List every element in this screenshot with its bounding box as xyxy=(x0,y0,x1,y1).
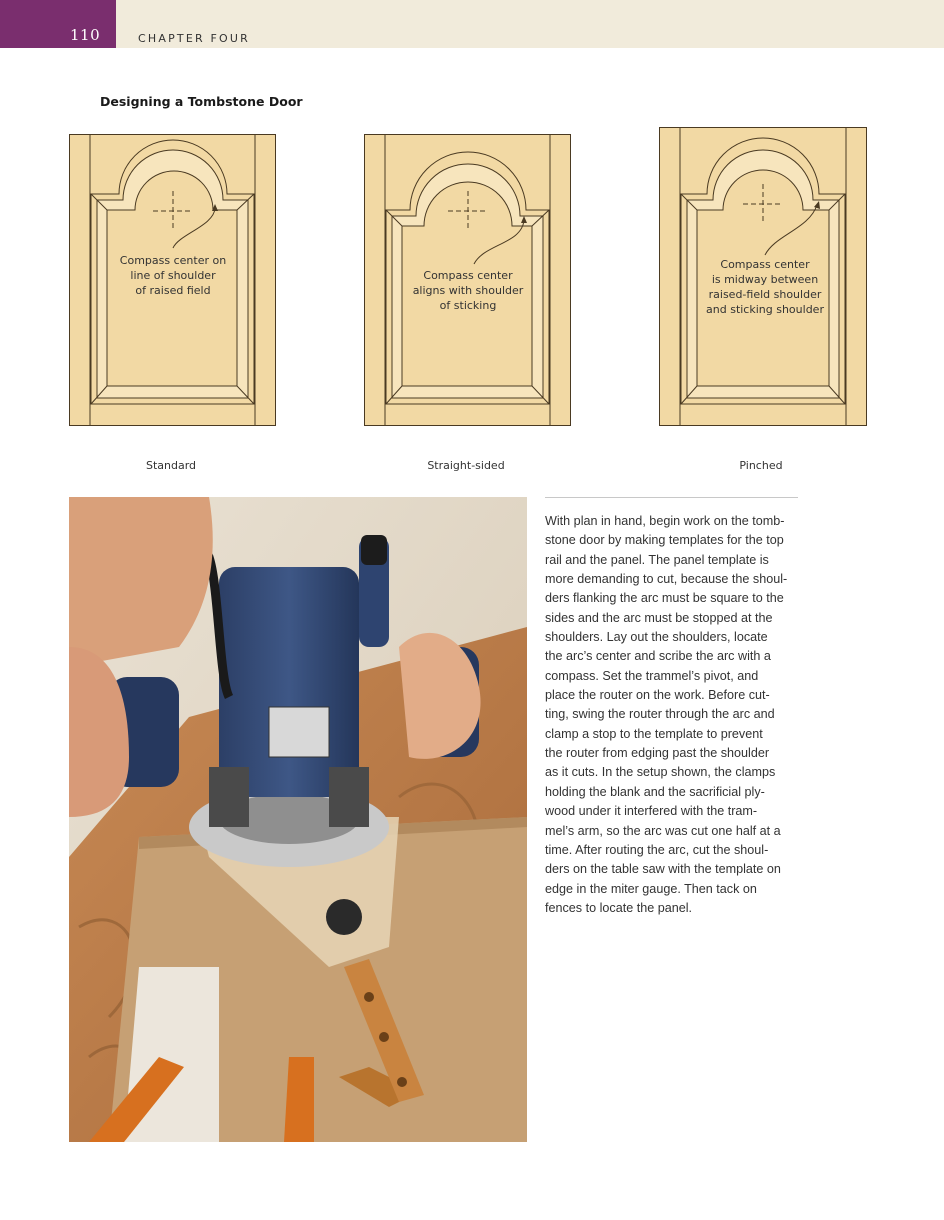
plunge-router-photo xyxy=(69,497,527,1142)
door-caption-pinched: Compass center is midway between raised-field shoulder and sticking shoulder xyxy=(706,258,824,316)
page-number: 110 xyxy=(70,26,101,44)
door-type-label-standard: Standard xyxy=(145,459,197,472)
door-caption-standard: Compass center on line of shoulder of raised field xyxy=(119,254,227,297)
text-column-rule xyxy=(545,497,798,498)
body-paragraph: With plan in hand, begin work on the tomb- stone door by making templates for the top rail and the panel. The panel template is more demanding to cut, because the shoul- ders flanking the arc must be square to the sides and the arc must be stopped at the shoulders. Lay out the shoulders, locate the arc’s center and scribe the arc with a compass. Set the trammel’s pivot, and place the router on the work. Before cut- ting, swing the router through the arc and clamp a stop to the template to prevent the router from edging past the shoulder as it cuts. In the setup shown, the clamps holding the blank and the sacrificial ply- wood under it interfered with the tram- mel’s arm, so the arc was cut one half at a time. After routing the arc, cut the shoul- ders on the table saw with the template on edge in the miter gauge. Then tack on fences to locate the panel. xyxy=(545,514,788,915)
door-type-label-straight-sided: Straight-sided xyxy=(427,459,505,472)
door-type-label-pinched: Pinched xyxy=(739,459,783,472)
chapter-label: CHAPTER FOUR xyxy=(138,32,250,45)
door-caption-straight-sided: Compass center aligns with shoulder of sticking xyxy=(412,269,524,312)
figure-title: Designing a Tombstone Door xyxy=(100,94,303,109)
